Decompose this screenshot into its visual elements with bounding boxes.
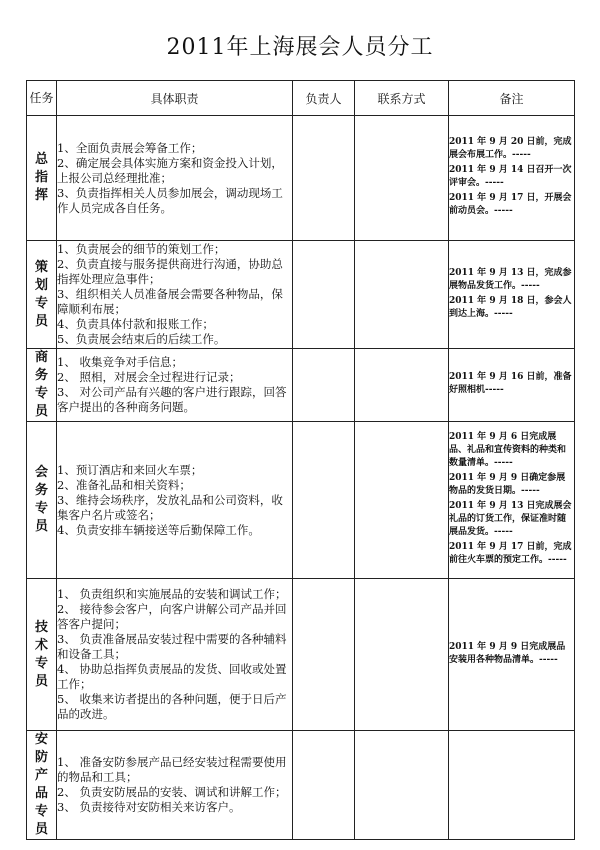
remark-item: 2011 年 9 月 18 日，参会人到达上海。-----	[449, 295, 572, 319]
owner-cell	[293, 731, 355, 840]
remarks-cell	[449, 579, 575, 731]
duties-cell	[57, 116, 293, 241]
duty-item: 5、 收集来访者提出的各种问题，便于日后产品的改进。	[57, 692, 287, 721]
duty-item: 1、 收集竞争对手信息；	[57, 355, 183, 369]
remarks-cell	[449, 731, 575, 840]
duty-item: 3、组织相关人员准备展会需要各种物品，保障顺利布展；	[57, 287, 283, 316]
duty-item: 1、全面负责展会筹备工作；	[57, 140, 203, 155]
owner-cell	[293, 241, 355, 349]
role-cell: 安 防 产 品 专 员	[27, 731, 57, 840]
table-row	[27, 422, 575, 579]
role-cell: 策 划 专 员	[27, 241, 57, 349]
table-row	[27, 579, 575, 731]
remark-item: 2011 年 9 月 20 日前，完成展会布展工作。-----	[449, 137, 572, 160]
role-cell: 技 术 专 员	[27, 579, 57, 731]
table-row	[27, 116, 575, 241]
remark-item: 2011 年 9 月 13 日，完成参展物品发货工作。-----	[449, 267, 572, 291]
duty-item: 4、 协助总指挥负责展品的发货、回收或处置工作；	[57, 662, 287, 691]
owner-cell	[293, 116, 355, 241]
duty-item: 3、负责指挥相关人员参加展会，调动现场工作人员完成各自任务。	[57, 185, 283, 215]
role-cell: 总 指 挥	[27, 116, 57, 241]
role-cell: 商 务 专 员	[27, 349, 57, 422]
duties-cell	[57, 579, 293, 731]
remark-item: 2011 年 9 月 17 日，开展会前动员会。-----	[449, 193, 572, 216]
duties-cell	[57, 422, 293, 579]
remarks-cell	[449, 422, 575, 579]
duty-item: 2、准备礼品和相关资料；	[57, 477, 191, 492]
remarks-cell	[449, 116, 575, 241]
page-title: 2011年上海展会人员分工	[166, 35, 434, 60]
owner-cell	[293, 349, 355, 422]
duties-cell	[57, 241, 293, 349]
duty-item: 1、预订酒店和来回火车票；	[57, 462, 203, 477]
duty-item: 1、 负责组织和实施展品的安装和调试工作；	[57, 587, 287, 601]
contact-cell	[355, 241, 449, 349]
table-row	[27, 349, 575, 422]
table-body	[27, 116, 575, 840]
contact-cell	[355, 349, 449, 422]
remark-item: 2011 年 9 月 9 日确定参展物品的发货日期。-----	[449, 473, 566, 496]
remarks-cell	[449, 349, 575, 422]
duty-item: 5、负责展会结束后的后续工作。	[57, 332, 226, 346]
owner-cell	[293, 579, 355, 731]
contact-cell	[355, 422, 449, 579]
remarks-cell	[449, 241, 575, 349]
owner-cell	[293, 422, 355, 579]
header-remarks: 备注	[449, 81, 575, 116]
duty-item: 3、 对公司产品有兴趣的客户进行跟踪，回答客户提出的各种商务问题。	[57, 385, 287, 414]
role-cell: 会 务 专 员	[27, 422, 57, 579]
table-header-row	[27, 81, 575, 116]
remark-item: 2011 年 9 月 14 日召开一次评审会。-----	[449, 165, 572, 188]
duty-item: 2、负责直接与服务提供商进行沟通，协助总指挥处理应急事件；	[57, 257, 283, 286]
header-duties: 具体职责	[57, 81, 293, 116]
duty-item: 4、负责安排车辆接送等后勤保障工作。	[57, 522, 260, 537]
table-row	[27, 241, 575, 349]
duty-item: 2、确定展会具体实施方案和资金投入计划，上报公司总经理批准；	[57, 155, 283, 185]
remark-item: 2011 年 9 月 17 日前，完成前往火车票的预定工作。-----	[449, 542, 572, 565]
duty-item: 1、 准备安防参展产品已经安装过程需要使用的物品和工具；	[57, 755, 287, 784]
contact-cell	[355, 116, 449, 241]
duty-item: 4、负责具体付款和报账工作；	[57, 317, 214, 331]
duty-item: 1、负责展会的细节的策划工作；	[57, 242, 226, 256]
contact-cell	[355, 579, 449, 731]
duties-cell	[57, 731, 293, 840]
duty-item: 2、 照相，对展会全过程进行记录；	[57, 370, 241, 384]
header-owner: 负责人	[293, 81, 355, 116]
header-contact: 联系方式	[355, 81, 449, 116]
remark-item: 2011 年 9 月 6 日完成展品、礼品和宣传资料的种类和数量清单。-----	[449, 432, 567, 468]
remark-item: 2011 年 9 月 13 日完成展会礼品的订货工作，保证准时随展品发货。-----	[449, 501, 572, 537]
duties-cell	[57, 349, 293, 422]
contact-cell	[355, 731, 449, 840]
duty-item: 3、 负责接待对安防相关来访客户。	[57, 800, 241, 814]
duty-item: 2、 接待参会客户，向客户讲解公司产品并回答客户提问；	[57, 602, 287, 631]
remark-item: 2011 年 9 月 9 日完成展品安装用各种物品清单。-----	[449, 641, 566, 665]
staff-assignment-table	[26, 80, 575, 840]
header-task: 任务	[27, 81, 57, 116]
duty-item: 2、 负责安防展品的安装、调试和讲解工作；	[57, 785, 287, 799]
duty-item: 3、 负责准备展品安装过程中需要的各种辅料和设备工具；	[57, 632, 287, 661]
table-row	[27, 731, 575, 840]
duty-item: 3、维持会场秩序，发放礼品和公司资料，收集客户名片或签名；	[57, 492, 283, 522]
remark-item: 2011 年 9 月 16 日前，准备好照相机-----	[449, 372, 572, 395]
